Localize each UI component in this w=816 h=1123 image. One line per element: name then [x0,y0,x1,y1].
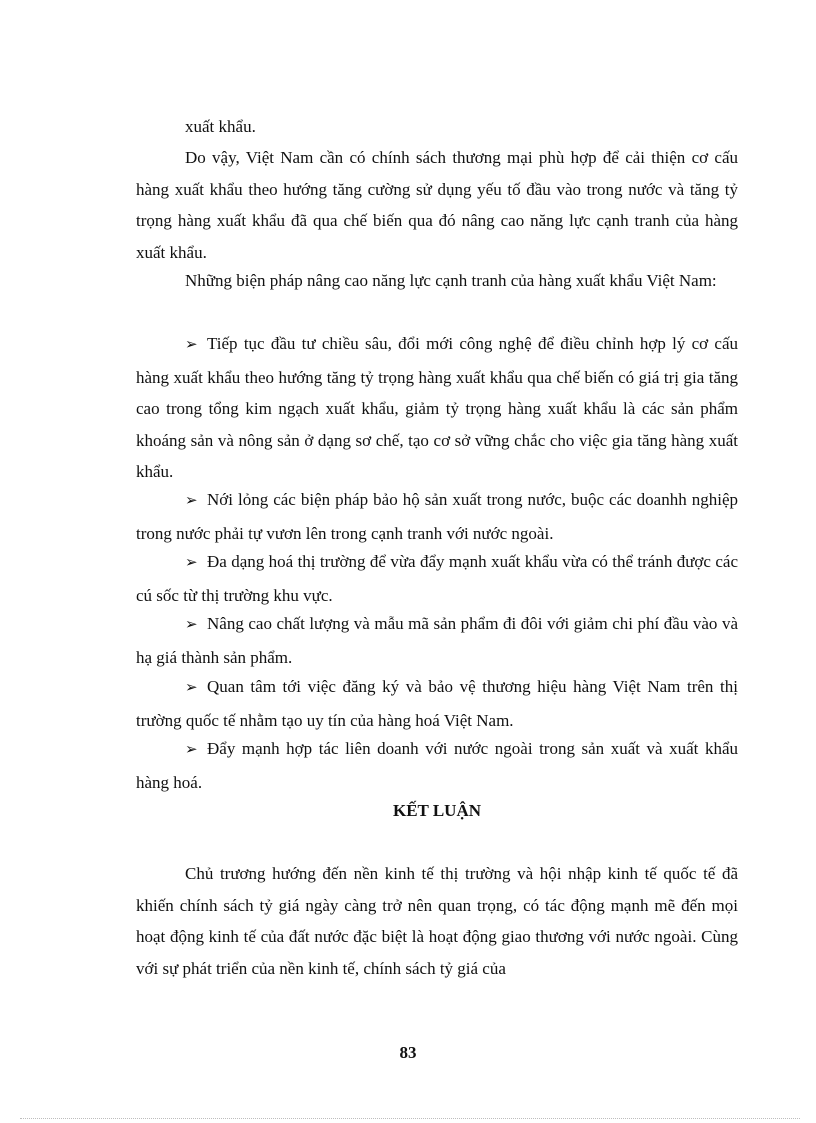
bullet-text: Nâng cao chất lượng và mẫu mã sản phẩm đi đôi với giảm chi phí đầu vào và hạ giá thành sản phẩm. [136,614,738,667]
paragraph-continuation: xuất khẩu. [185,117,256,136]
paragraph-conclusion: Chủ trương hướng đến nền kinh tế thị trường và hội nhập kinh tế quốc tế đã khiến chính sách tỷ giá ngày càng trở nên quan trọng, có tác động mạnh mẽ đến mọi hoạt động kinh tế của đất nước đặc biệt là hoạt động giao thương với nước ngoài. Cùng với sự phát triển của nền kinh tế, chính sách tỷ giá của [136,864,738,978]
paragraph-trade-policy: Do vậy, Việt Nam cần có chính sách thương mại phù hợp để cải thiện cơ cấu hàng xuất khẩu theo hướng tăng cường sử dụng yếu tố đầu vào trong nước và tăng tỷ trọng hàng xuất khẩu đã qua chế biến qua đó nâng cao năng lực cạnh tranh của hàng xuất khẩu. [136,148,738,262]
bullet-item [136,608,738,673]
arrow-bullet-icon: ➢ [185,337,198,353]
bullet-text: Đa dạng hoá thị trường để vừa đẩy mạnh xuất khẩu vừa có thể tránh được các cú sốc từ thị trường khu vực. [136,552,738,605]
bullet-item [136,546,738,611]
bullet-item [136,484,738,549]
arrow-bullet-icon: ➢ [185,617,198,633]
bullet-item [136,733,738,798]
arrow-bullet-icon: ➢ [185,680,198,696]
arrow-bullet-icon: ➢ [185,555,198,571]
bullet-text: Đẩy mạnh hợp tác liên doanh với nước ngoài trong sản xuất và xuất khẩu hàng hoá. [136,739,738,792]
bullet-text: Tiếp tục đầu tư chiều sâu, đổi mới công nghệ để điều chỉnh hợp lý cơ cấu hàng xuất khẩu theo hướng tăng tỷ trọng hàng xuất khẩu qua chế biến có giá trị gia tăng cao trong tổng kim ngạch xuất khẩu, giảm tỷ trọng hàng xuất khẩu là các sản phẩm khoáng sản và nông sản ở dạng sơ chế, tạo cơ sở vững chắc cho việc gia tăng hàng xuất khẩu. [136,334,738,481]
arrow-bullet-icon: ➢ [185,742,198,758]
arrow-bullet-icon: ➢ [185,493,198,509]
bullet-text: Quan tâm tới việc đăng ký và bảo vệ thương hiệu hàng Việt Nam trên thị trường quốc tế nhằm tạo uy tín của hàng hoá Việt Nam. [136,677,738,730]
page-number: 83 [399,1043,417,1062]
paragraph-measures-intro: Những biện pháp nâng cao năng lực cạnh tranh của hàng xuất khẩu Việt Nam: [185,271,717,290]
page-bottom-divider [20,1118,800,1119]
conclusion-heading: KẾT LUẬN [392,801,481,820]
bullet-text: Nới lỏng các biện pháp bảo hộ sản xuất trong nước, buộc các doanhh nghiệp trong nước phải tự vươn lên trong cạnh tranh với nước ngoài. [136,490,738,543]
bullet-item [136,328,738,488]
bullet-item [136,671,738,736]
